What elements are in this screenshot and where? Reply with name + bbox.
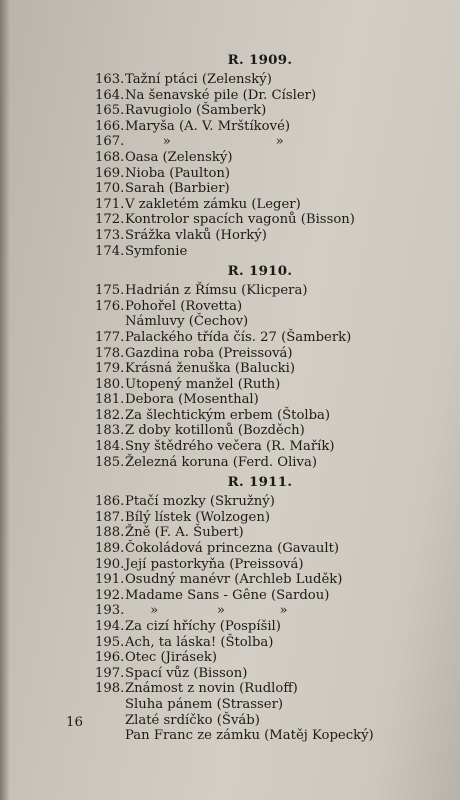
- list-item: [95, 728, 395, 744]
- entry-number: 196.: [95, 650, 125, 666]
- list-item: [95, 541, 395, 557]
- entry-title: » » »: [125, 603, 288, 619]
- list-item: [95, 88, 395, 104]
- list-item: [95, 619, 395, 635]
- list-item: [95, 650, 395, 666]
- list-item: [95, 150, 395, 166]
- list-item: [95, 212, 395, 228]
- list-item: [95, 346, 395, 362]
- entry-title: Pan Franc ze zámku (Matěj Kopecký): [125, 728, 374, 744]
- entry-title: Pohořel (Rovetta): [125, 298, 243, 314]
- entry-number: 164.: [95, 87, 125, 103]
- entry-title: Symfonie: [125, 243, 188, 259]
- entry-number: 166.: [95, 118, 125, 134]
- list-item: [95, 666, 395, 682]
- list-item: [95, 392, 395, 408]
- entry-title: Sluha pánem (Strasser): [125, 696, 284, 712]
- entry-number: 183.: [95, 423, 125, 439]
- entry-title: Spací vůz (Bisson): [125, 665, 248, 681]
- entry-title: Bílý lístek (Wolzogen): [125, 509, 270, 525]
- entry-title: Debora (Mosenthal): [125, 392, 259, 408]
- entry-title: Žně (F. A. Šubert): [125, 525, 244, 541]
- list-item: [95, 134, 395, 150]
- entry-number: 197.: [95, 665, 125, 681]
- entry-number: 198.: [95, 681, 125, 697]
- list-item: [95, 283, 395, 299]
- entry-number: 190.: [95, 556, 125, 572]
- entry-title: Za cizí hříchy (Pospíšil): [125, 619, 281, 634]
- entry-title: Za šlechtickým erbem (Štolba): [125, 407, 331, 423]
- entry-number: 194.: [95, 619, 125, 634]
- list-item: [95, 423, 395, 439]
- entry-title: Krásná ženuška (Balucki): [125, 361, 296, 377]
- entry-title: Ptačí mozky (Skružný): [125, 494, 275, 510]
- entry-number: 170.: [95, 181, 125, 197]
- entry-number: 189.: [95, 541, 125, 557]
- entry-number: 175.: [95, 283, 125, 299]
- year-heading: R. 1909.: [227, 52, 293, 68]
- entry-number: 174.: [95, 243, 125, 259]
- entry-number: 163.: [95, 72, 125, 87]
- entry-title: Gazdina roba (Preissová): [125, 345, 293, 361]
- entry-title: Otec (Jirásek): [125, 650, 218, 666]
- entry-title: Madame Sans - Gêne (Sardou): [125, 587, 330, 603]
- list-item: [95, 72, 395, 88]
- repertoire-list: [95, 48, 395, 744]
- entry-title: Ravugiolo (Šamberk): [125, 103, 267, 119]
- list-item: [95, 588, 395, 604]
- entry-number: 195.: [95, 634, 125, 650]
- entry-title: V zakletém zámku (Leger): [125, 196, 301, 212]
- list-item: [95, 697, 395, 713]
- entry-number: 184.: [95, 439, 125, 455]
- list-item: [95, 603, 395, 619]
- list-item: [95, 299, 395, 315]
- list-item: [95, 525, 395, 541]
- entry-number: 168.: [95, 149, 125, 165]
- entry-number: 186.: [95, 494, 125, 510]
- entry-number: 171.: [95, 196, 125, 212]
- list-item: [95, 228, 395, 244]
- list-item: [95, 510, 395, 526]
- entry-title: Hadrián z Římsu (Klicpera): [125, 283, 308, 299]
- list-item: [95, 197, 395, 213]
- list-item: [95, 635, 395, 651]
- list-item: [95, 408, 395, 424]
- entry-number: 179.: [95, 361, 125, 377]
- entry-number: [95, 728, 125, 744]
- page-edge-shadow: [0, 0, 10, 800]
- entry-number: 181.: [95, 392, 125, 408]
- entry-title: Kontrolor spacích vagonů (Bisson): [125, 212, 355, 228]
- entry-title: Nioba (Paulton): [125, 165, 231, 181]
- page-number: 16: [66, 715, 84, 730]
- entry-number: [95, 713, 125, 729]
- entry-number: [95, 314, 125, 330]
- list-item: [95, 244, 395, 260]
- list-item: [95, 494, 395, 510]
- entry-number: 191.: [95, 572, 125, 588]
- year-heading: R. 1911.: [227, 474, 293, 491]
- entry-number: 193.: [95, 603, 125, 619]
- list-item: [95, 557, 395, 573]
- entry-title: Palackého třída čís. 27 (Šamberk): [125, 329, 352, 345]
- entry-title: Sarah (Barbier): [125, 181, 230, 197]
- entry-title: Ach, ta láska! (Štolba): [125, 634, 274, 650]
- entry-title: Maryša (A. V. Mrštíkové): [125, 118, 291, 134]
- entry-title: Námluvy (Čechov): [125, 314, 249, 330]
- entry-title: Sny štědrého večera (R. Mařík): [125, 439, 335, 455]
- list-item: [95, 377, 395, 393]
- entry-title: Utopený manžel (Ruth): [125, 376, 281, 392]
- entry-number: [95, 697, 125, 713]
- entry-title: Na šenavské pile (Dr. Císler): [125, 87, 317, 103]
- list-item: [95, 119, 395, 135]
- entry-number: 172.: [95, 212, 125, 228]
- entry-number: 178.: [95, 345, 125, 361]
- list-item: [95, 681, 395, 697]
- entry-title: » »: [125, 134, 284, 150]
- entry-title: Její pastorkyňa (Preissová): [125, 556, 304, 572]
- entry-number: 177.: [95, 329, 125, 345]
- entry-number: 182.: [95, 407, 125, 423]
- entry-title: Oasa (Zelenský): [125, 149, 233, 165]
- year-heading: R. 1910.: [227, 263, 293, 280]
- entry-number: 169.: [95, 165, 125, 181]
- entry-title: Tažní ptáci (Zelenský): [125, 72, 272, 87]
- list-item: [95, 330, 395, 346]
- list-item: [95, 455, 395, 471]
- entry-title: Zlaté srdíčko (Šváb): [125, 712, 260, 728]
- entry-title: Srážka vlaků (Horký): [125, 227, 267, 243]
- entry-number: 165.: [95, 103, 125, 119]
- list-item: [95, 361, 395, 377]
- entry-number: 187.: [95, 509, 125, 525]
- list-item: [95, 439, 395, 455]
- list-item: [95, 103, 395, 119]
- entry-number: 180.: [95, 376, 125, 392]
- list-item: [95, 166, 395, 182]
- entry-title: Čokoládová princezna (Gavault): [125, 541, 340, 557]
- entry-number: 192.: [95, 587, 125, 603]
- entry-number: 185.: [95, 454, 125, 470]
- list-item: [95, 181, 395, 197]
- entry-title: Železná koruna (Ferd. Oliva): [125, 454, 317, 470]
- entry-title: Z doby kotillonů (Bozděch): [125, 423, 305, 439]
- list-item: [95, 572, 395, 588]
- list-item: [95, 314, 395, 330]
- entry-title: Osudný manévr (Archleb Luděk): [125, 572, 343, 588]
- list-item: [95, 713, 395, 729]
- entry-number: 173.: [95, 227, 125, 243]
- entry-number: 188.: [95, 525, 125, 541]
- entry-title: Známost z novin (Rudloff): [125, 681, 298, 697]
- entry-number: 167.: [95, 134, 125, 150]
- entry-number: 176.: [95, 298, 125, 314]
